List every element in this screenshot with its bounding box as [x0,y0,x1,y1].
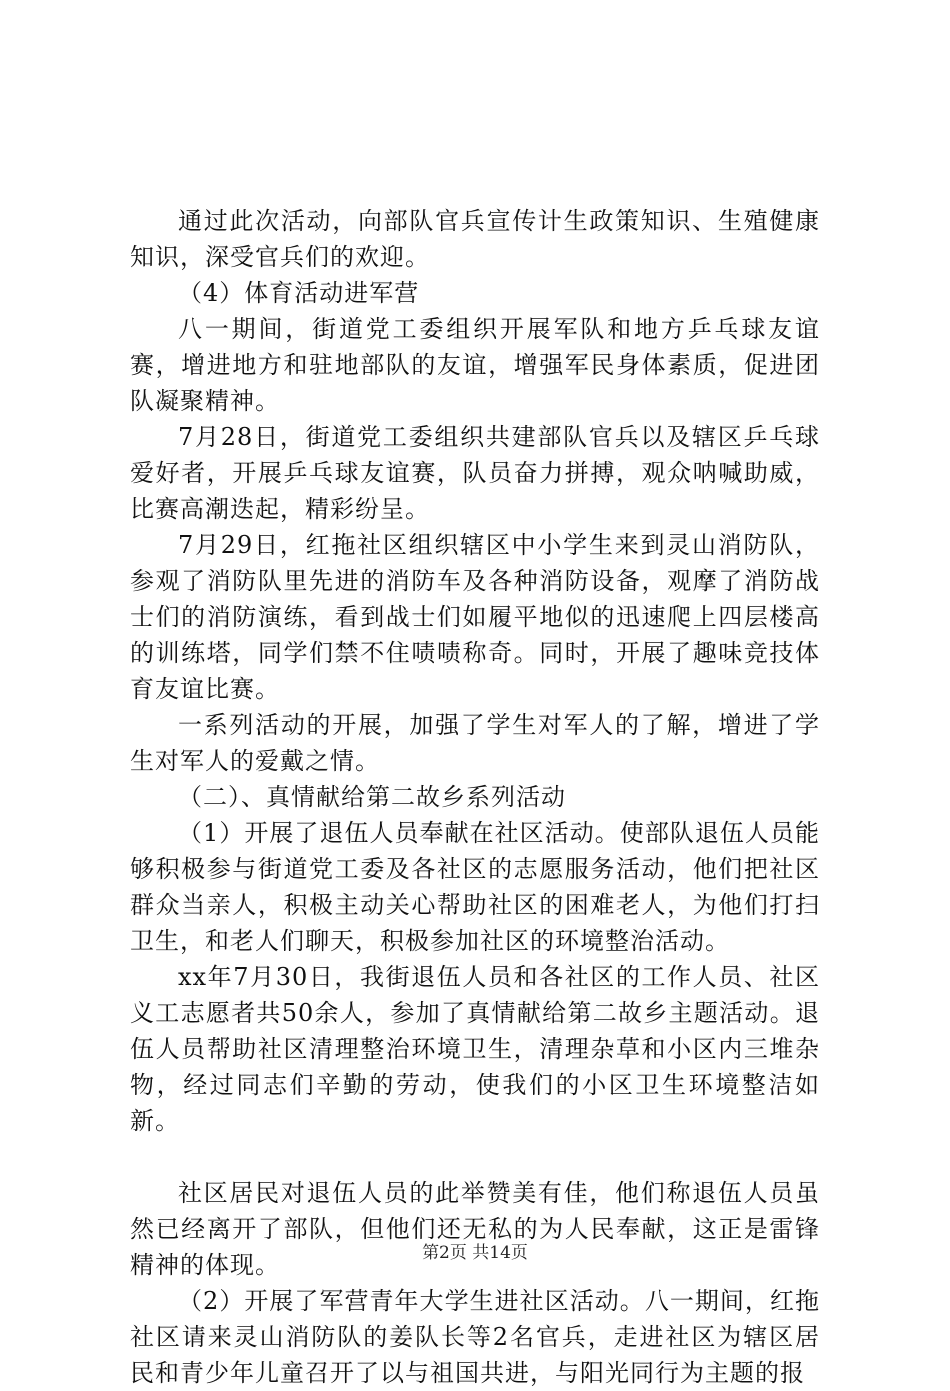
page-number-footer: 第2页 共14页 [422,1243,528,1263]
paragraph: 7月28日，街道党工委组织共建部队官兵以及辖区乒乓球爱好者，开展乒乓球友谊赛，队员奋力拼搏，观众呐喊助威，比赛高潮迭起，精彩纷呈。 [130,423,820,523]
paragraph: xx年7月30日，我街退伍人员和各社区的工作人员、社区义工志愿者共50余人，参加了真情献给第二故乡主题活动。退伍人员帮助社区清理整治环境卫生，清理杂草和小区内三堆杂物，经过同志们辛勤的劳动，使我们的小区卫生环境整洁如新。 [130,963,820,1135]
section-heading: （4）体育活动进军营 [178,279,420,307]
paragraph: （1）开展了退伍人员奉献在社区活动。使部队退伍人员能够积极参与街道党工委及各社区的志愿服务活动，他们把社区群众当亲人，积极主动关心帮助社区的困难老人，为他们打扫卫生，和老人们聊天，积极参加社区的环境整治活动。 [130,819,820,955]
paragraph: 社区居民对退伍人员的此举赞美有佳，他们称退伍人员虽然已经离开了部队，但他们还无私的为人民奉献，这正是雷锋精神的体现。 [130,1179,820,1279]
section-heading: （二）、真情献给第二故乡系列活动 [178,783,566,811]
paragraph-spacer [130,1139,820,1175]
document-body [130,203,820,1391]
paragraph: （2）开展了军营青年大学生进社区活动。八一期间，红拖社区请来灵山消防队的姜队长等2名官兵，走进社区为辖区居民和青少年儿童召开了以与祖国共进，与阳光同行为主题的报 [130,1287,820,1387]
paragraph: 八一期间，街道党工委组织开展军队和地方乒乓球友谊赛，增进地方和驻地部队的友谊，增强军民身体素质，促进团队凝聚精神。 [130,315,820,415]
paragraph: 通过此次活动，向部队官兵宣传计生政策知识、生殖健康知识，深受官兵们的欢迎。 [130,207,820,271]
paragraph: 一系列活动的开展，加强了学生对军人的了解，增进了学生对军人的爱戴之情。 [130,711,820,775]
paragraph: 7月29日，红拖社区组织辖区中小学生来到灵山消防队，参观了消防队里先进的消防车及各种消防设备，观摩了消防战士们的消防演练，看到战士们如履平地似的迅速爬上四层楼高的训练塔，同学们禁不住啧啧称奇。同时，开展了趣味竞技体育友谊比赛。 [130,531,820,703]
